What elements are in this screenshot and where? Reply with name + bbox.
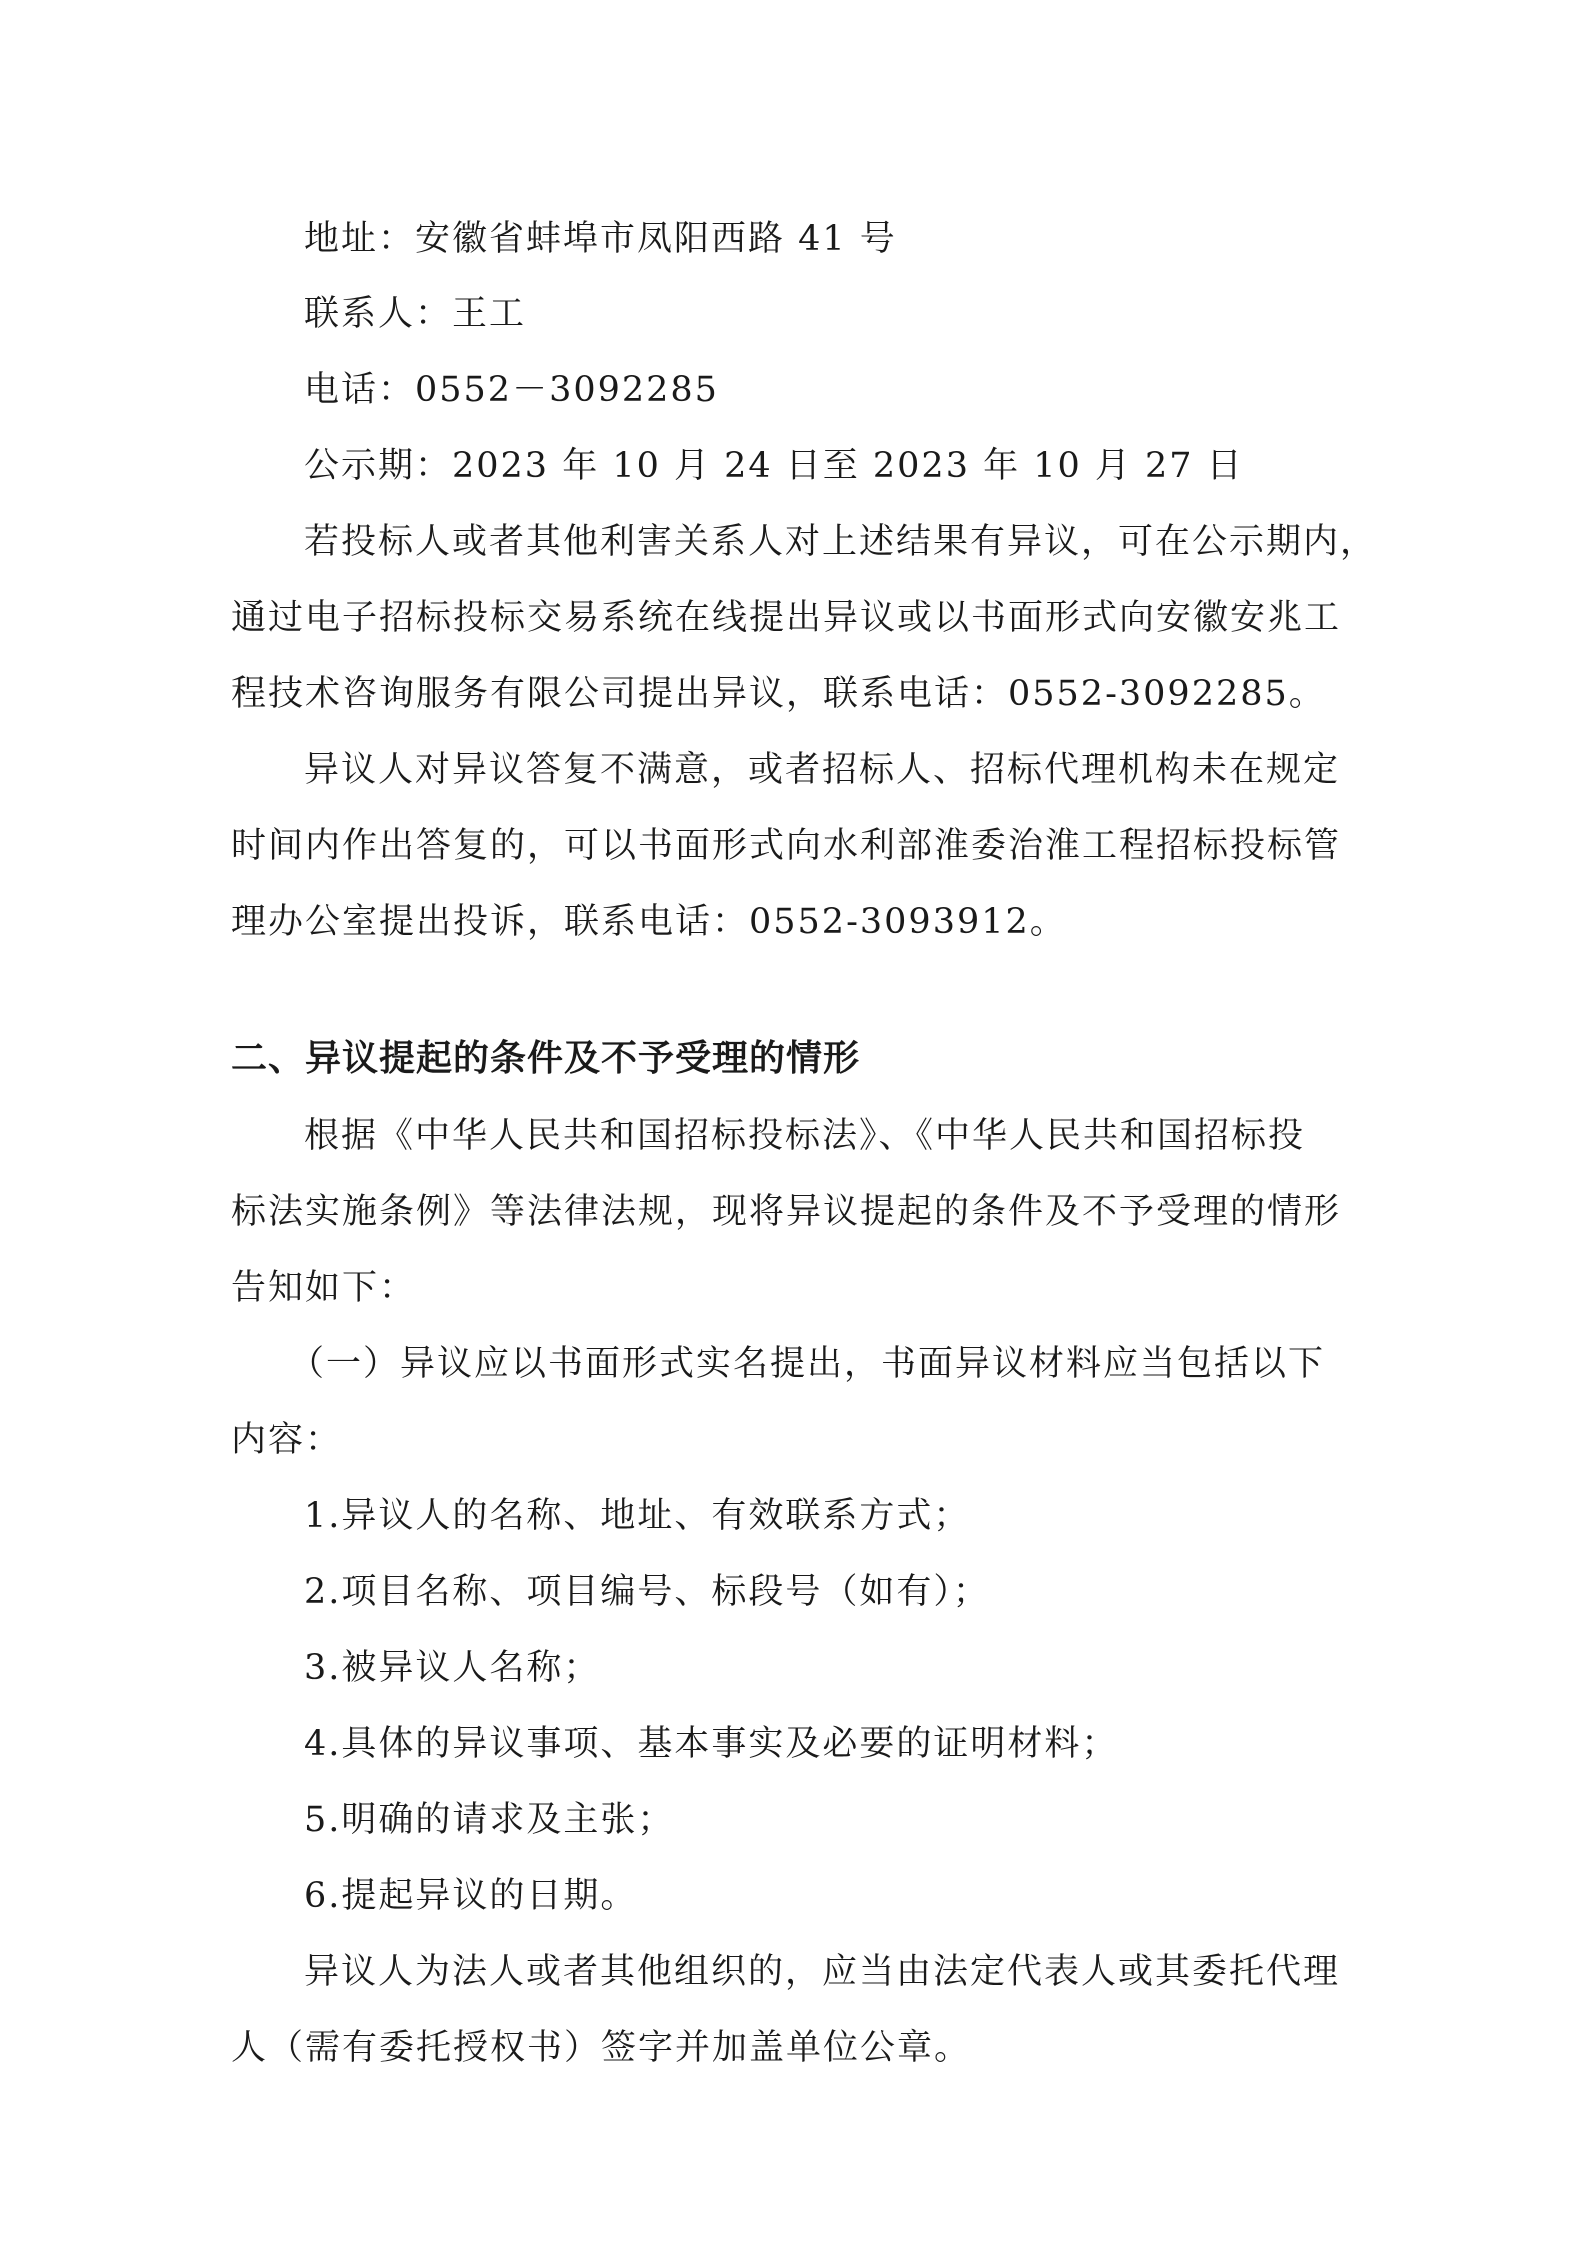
complaint-paragraph-line: 理办公室提出投诉，联系电话：0552-3093912。 xyxy=(231,902,1067,942)
intro-paragraph-line: 标法实施条例》等法律法规，现将异议提起的条件及不予受理的情形 xyxy=(231,1192,1342,1232)
list-item: 6.提起异议的日期。 xyxy=(304,1876,638,1916)
list-item: 1.异议人的名称、地址、有效联系方式； xyxy=(304,1496,971,1536)
signature-note-line: 人（需有委托授权书）签字并加盖单位公章。 xyxy=(231,2028,972,2068)
complaint-paragraph-line: 异议人对异议答复不满意，或者招标人、招标代理机构未在规定 xyxy=(304,750,1341,790)
signature-note-line: 异议人为法人或者其他组织的，应当由法定代表人或其委托代理 xyxy=(304,1952,1341,1992)
publicity-period-line: 公示期：2023 年 10 月 24 日至 2023 年 10 月 27 日 xyxy=(304,446,1244,486)
intro-paragraph-line: 根据《中华人民共和国招标投标法》、《中华人民共和国招标投 xyxy=(304,1116,1306,1156)
item-one-line: （一）异议应以书面形式实名提出，书面异议材料应当包括以下 xyxy=(289,1344,1326,1384)
objection-paragraph-line: 程技术咨询服务有限公司提出异议，联系电话：0552-3092285。 xyxy=(231,674,1326,714)
objection-paragraph-line: 若投标人或者其他利害关系人对上述结果有异议，可在公示期内， xyxy=(304,522,1378,562)
contact-person-line: 联系人：王工 xyxy=(304,294,527,334)
list-item: 5.明确的请求及主张； xyxy=(304,1800,675,1840)
section-heading: 二、异议提起的条件及不予受理的情形 xyxy=(231,1038,861,1079)
objection-paragraph-line: 通过电子招标投标交易系统在线提出异议或以书面形式向安徽安兆工 xyxy=(231,598,1342,638)
item-one-line: 内容： xyxy=(231,1420,343,1460)
intro-paragraph-line: 告知如下： xyxy=(231,1268,417,1308)
address-line: 地址：安徽省蚌埠市凤阳西路 41 号 xyxy=(304,219,897,259)
list-item: 4.具体的异议事项、基本事实及必要的证明材料； xyxy=(304,1724,1119,1764)
list-item: 2.项目名称、项目编号、标段号（如有）； xyxy=(304,1572,990,1612)
phone-line: 电话：0552－3092285 xyxy=(304,370,719,410)
complaint-paragraph-line: 时间内作出答复的，可以书面形式向水利部淮委治淮工程招标投标管 xyxy=(231,826,1342,866)
list-item: 3.被异议人名称； xyxy=(304,1648,601,1688)
